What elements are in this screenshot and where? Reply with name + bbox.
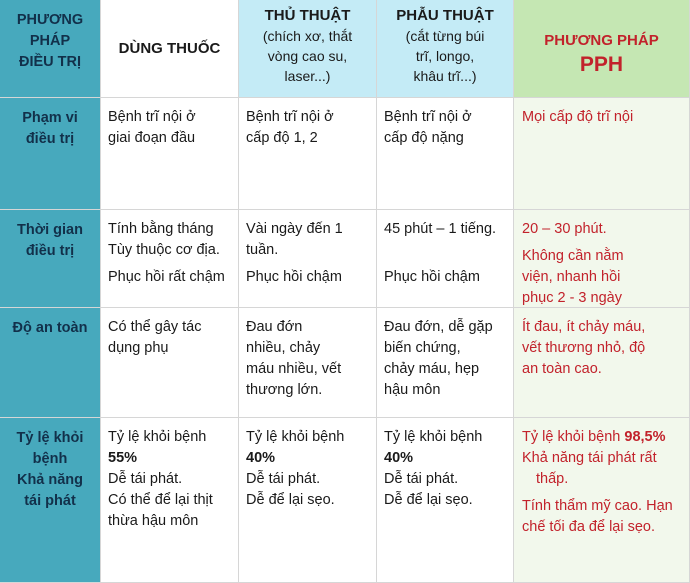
header-procedure-sub: laser...) xyxy=(284,68,331,84)
cell-text: máu nhiều, vết xyxy=(246,361,342,377)
header-procedure-title: THỦ THUẬT xyxy=(264,7,351,24)
header-drug xyxy=(101,0,239,98)
cell-scope-procedure xyxy=(239,98,377,210)
cell-cure-surgery xyxy=(377,418,514,583)
cell-text: hậu môn xyxy=(384,382,441,398)
cure-rate-value: 40% xyxy=(384,450,414,466)
relapse-text: thấp. xyxy=(536,471,569,487)
header-procedure-sub: vòng cao su, xyxy=(267,48,348,64)
cell-cure-procedure xyxy=(239,418,377,583)
row-label-line: điều trị xyxy=(25,131,75,147)
cell-time-surgery xyxy=(377,210,514,308)
cell-text: Ít đau, ít chảy máu, xyxy=(522,319,646,335)
header-method-line: ĐIỀU TRỊ xyxy=(18,54,82,70)
cell-text: chế tối đa để lại sẹo. xyxy=(522,519,656,535)
cell-text: Tính bằng tháng xyxy=(108,221,214,237)
row-label-safety xyxy=(0,308,101,418)
header-procedure xyxy=(239,0,377,98)
cure-rate-label: Tỷ lệ khỏi bệnh xyxy=(246,429,345,445)
header-drug-title: DÙNG THUỐC xyxy=(118,40,221,57)
row-label-line: Phạm vi xyxy=(22,110,78,126)
relapse-text: Dễ tái phát. xyxy=(246,471,321,487)
cell-text: cấp độ 1, 2 xyxy=(246,130,318,146)
cell-text: dụng phụ xyxy=(108,340,169,356)
cell-cure-drug xyxy=(101,418,239,583)
cell-safety-drug xyxy=(101,308,239,418)
header-pph xyxy=(514,0,690,98)
header-method-line: PHƯƠNG xyxy=(16,12,84,28)
cell-text: an toàn cao. xyxy=(522,361,602,377)
cell-text: Bệnh trĩ nội ở xyxy=(384,109,472,125)
row-label-line: bệnh xyxy=(32,451,68,467)
cell-scope-pph xyxy=(514,98,690,210)
row-label-cure xyxy=(0,418,101,583)
cell-text: phục 2 - 3 ngày xyxy=(522,290,622,306)
row-label-line: Thời gian xyxy=(17,222,83,238)
header-surgery-sub: khâu trĩ...) xyxy=(413,68,477,84)
cell-text: Phục hồi chậm xyxy=(246,269,342,285)
cell-text: Có thể gây tác xyxy=(108,319,202,335)
cell-text: Vài ngày đến 1 xyxy=(246,221,343,237)
cell-text: biến chứng, xyxy=(384,340,461,356)
cell-text: Bệnh trĩ nội ở xyxy=(246,109,334,125)
cell-text: cấp độ nặng xyxy=(384,130,464,146)
cure-rate-label: Tỷ lệ khỏi bệnh xyxy=(384,429,483,445)
header-surgery-sub: trĩ, longo, xyxy=(415,48,475,64)
cell-text: Bệnh trĩ nội ở xyxy=(108,109,196,125)
row-label-line: Khả năng xyxy=(16,472,84,488)
cell-text: Phục hồi chậm xyxy=(384,269,480,285)
cell-cure-pph xyxy=(514,418,690,583)
cell-scope-surgery xyxy=(377,98,514,210)
cell-text: Phục hồi rất chậm xyxy=(108,269,225,285)
row-label-line: Tỷ lệ khỏi xyxy=(16,430,84,446)
cell-text: Dễ để lại sẹo. xyxy=(246,492,335,508)
header-surgery-sub: (cắt từng búi xyxy=(405,28,485,44)
row-label-line: Độ an toàn xyxy=(12,320,88,336)
cell-text: viện, nhanh hồi xyxy=(522,269,621,285)
cell-text: Mọi cấp độ trĩ nội xyxy=(522,109,634,125)
row-label-time xyxy=(0,210,101,308)
relapse-text: Dễ tái phát. xyxy=(108,471,183,487)
row-label-line: tái phát xyxy=(24,493,76,509)
cure-rate-label: Tỷ lệ khỏi bệnh xyxy=(522,429,621,445)
header-pph-big: PPH xyxy=(579,53,624,76)
header-pph-title: PHƯƠNG PHÁP xyxy=(544,32,659,49)
cell-safety-surgery xyxy=(377,308,514,418)
relapse-text: Dễ tái phát. xyxy=(384,471,459,487)
cell-text: Tùy thuộc cơ địa. xyxy=(108,242,220,258)
row-label-scope xyxy=(0,98,101,210)
header-surgery xyxy=(377,0,514,98)
cell-time-pph xyxy=(514,210,690,308)
cell-text: tuần. xyxy=(246,242,279,258)
cell-text: Không cần nằm xyxy=(522,248,624,264)
cell-text: thừa hậu môn xyxy=(108,513,199,529)
relapse-text: Khả năng tái phát rất xyxy=(522,450,657,466)
cell-text: Đau đớn, dễ gặp xyxy=(384,319,493,335)
cell-text: vết thương nhỏ, độ xyxy=(522,340,646,356)
header-method-label xyxy=(0,0,101,98)
cure-rate-label: Tỷ lệ khỏi bệnh xyxy=(108,429,207,445)
cell-text: chảy máu, hẹp xyxy=(384,361,480,377)
cell-text: Dễ để lại sẹo. xyxy=(384,492,473,508)
cell-text: nhiều, chảy xyxy=(246,340,321,356)
header-procedure-sub: (chích xơ, thắt xyxy=(262,28,353,44)
cell-time-drug xyxy=(101,210,239,308)
cell-scope-drug xyxy=(101,98,239,210)
cure-rate-value: 98,5% xyxy=(624,429,666,445)
cell-safety-procedure xyxy=(239,308,377,418)
cell-text: 45 phút – 1 tiếng. xyxy=(384,221,497,237)
cure-rate-value: 40% xyxy=(246,450,276,466)
header-method-line: PHÁP xyxy=(29,33,71,49)
cell-text: giai đoạn đầu xyxy=(108,130,196,146)
cell-text: 20 – 30 phút. xyxy=(522,221,607,237)
row-label-line: điều trị xyxy=(25,243,75,259)
cure-rate-value: 55% xyxy=(108,450,138,466)
cell-safety-pph xyxy=(514,308,690,418)
cell-text: thương lớn. xyxy=(246,382,323,398)
cell-text: Có thể để lại thịt xyxy=(108,492,213,508)
cell-text: Đau đớn xyxy=(246,319,303,335)
cell-time-procedure xyxy=(239,210,377,308)
cell-text: Tính thẩm mỹ cao. Hạn xyxy=(522,498,673,514)
header-surgery-title: PHẪU THUẬT xyxy=(396,7,494,24)
